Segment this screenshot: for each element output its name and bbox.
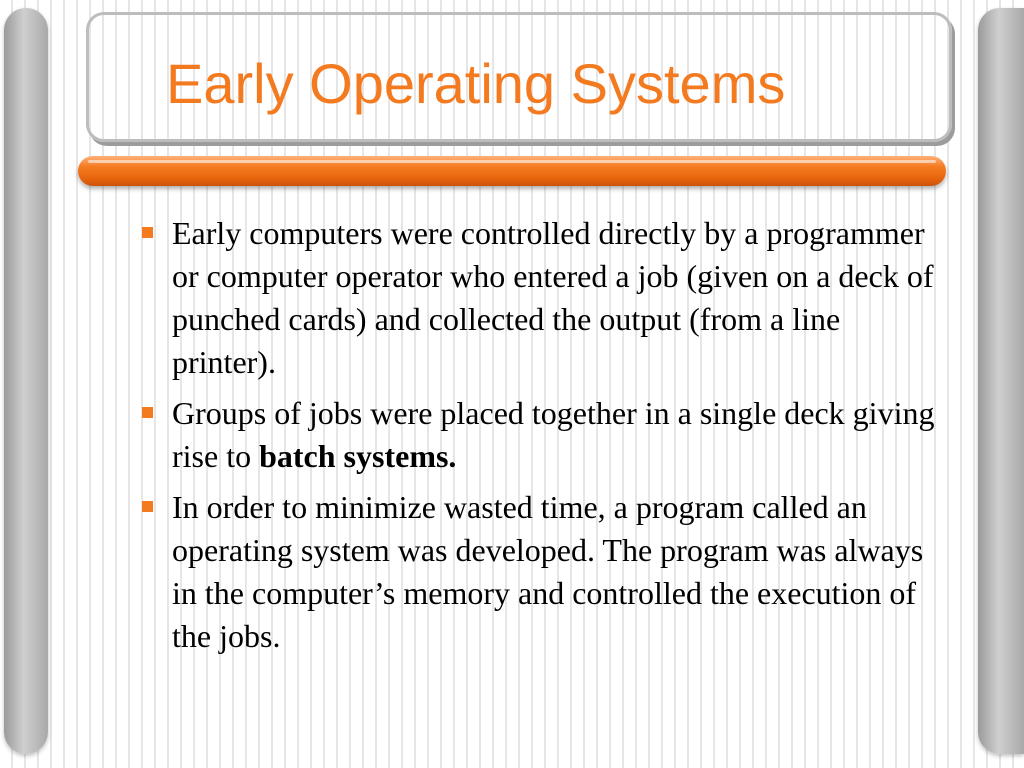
bullet-item	[140, 212, 940, 384]
bullet-text: Groups of jobs were placed together in a single deck giving rise to	[172, 395, 935, 474]
bullet-list	[140, 212, 940, 666]
orange-divider-bar	[78, 156, 946, 186]
bullet-item	[140, 392, 940, 478]
bullet-item	[140, 486, 940, 658]
bullet-text: In order to minimize wasted time, a program called an operating system was developed. The program was always in the computer’s memory and controlled the execution of the jobs.	[172, 489, 924, 654]
bullet-text: Early computers were controlled directly by a programmer or computer operator who entered a job (given on a deck of punched cards) and collected the output (from a line printer).	[172, 215, 934, 380]
bullet-bold-text: batch systems.	[259, 438, 457, 474]
left-decorative-bar	[4, 8, 48, 754]
square-bullet-icon	[142, 227, 153, 238]
square-bullet-icon	[142, 501, 153, 512]
right-decorative-bar	[978, 8, 1024, 754]
square-bullet-icon	[142, 407, 153, 418]
slide-title: Early Operating Systems	[166, 52, 786, 115]
